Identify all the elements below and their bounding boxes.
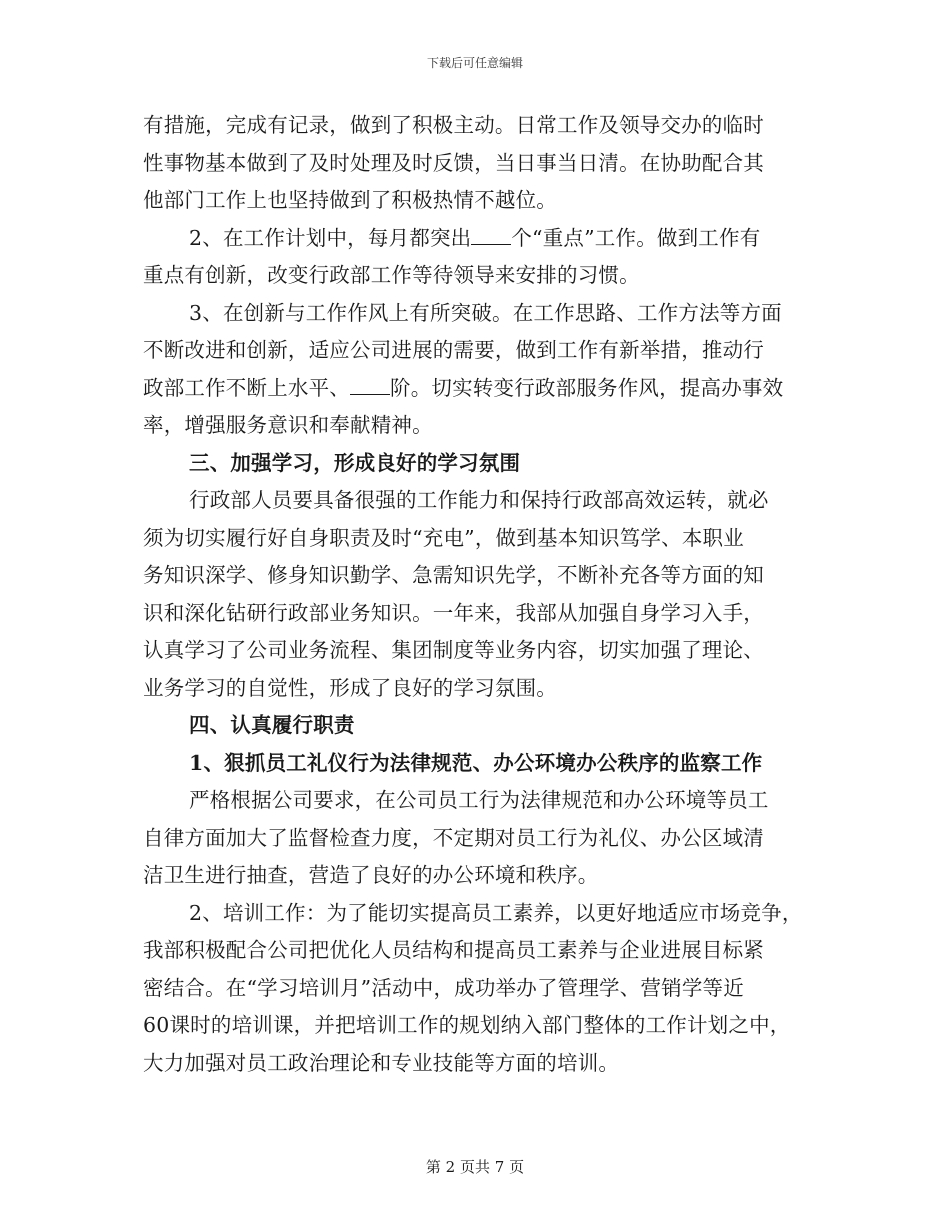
- paragraph-line: 2、培训工作：为了能切实提高员工素养，以更好地适应市场竞争，: [189, 900, 803, 925]
- paragraph-line: 重点有创新，改变行政部工作等待领导来安排的习惯。: [143, 263, 640, 287]
- paragraph-line-with-blank: [143, 220, 813, 258]
- line-text-after-blank: 个“重点”工作。做到工作有: [511, 225, 761, 250]
- paragraph-line: 洁卫生进行抽查，营造了良好的办公环境和秩序。: [143, 863, 599, 887]
- paragraph-line: 密结合。在“学习培训月”活动中，成功举办了管理学、营销学等近: [143, 975, 744, 1000]
- line-text-after-blank: 阶。切实转变行政部服务作风，提高办事效: [390, 375, 784, 400]
- paragraph-line: 率，增强服务意识和奉献精神。: [143, 413, 433, 437]
- paragraph-line: 严格根据公司要求，在公司员工行为法律规范和办公环境等员工: [189, 788, 769, 812]
- subsection-heading: 1、狠抓员工礼仪行为法律规范、办公环境办公秩序的监察工作: [189, 750, 763, 775]
- paragraph-line-with-blank: [143, 370, 813, 408]
- line-text-before-blank: 政部工作不断上水平、: [143, 375, 350, 400]
- fill-in-blank: [471, 222, 511, 245]
- paragraph-line: 务知识深学、修身知识勤学、急需知识先学，不断补充各等方面的知: [143, 563, 764, 587]
- paragraph-line: 认真学习了公司业务流程、集团制度等业务内容，切实加强了理论、: [143, 638, 764, 662]
- document-body: [143, 107, 813, 1082]
- paragraph-line: 我部积极配合公司把优化人员结构和提高员工素养与企业进展目标紧: [143, 938, 764, 962]
- page-footer: 第 2 页共 7 页: [425, 1158, 525, 1176]
- fill-in-blank: [350, 372, 390, 395]
- section-heading: 三、加强学习，形成良好的学习氛围: [189, 450, 521, 475]
- paragraph-line: 自律方面加大了监督检查力度，不定期对员工行为礼仪、办公区域清: [143, 825, 764, 850]
- line-text-before-blank: 2、在工作计划中，每月都突出: [189, 225, 472, 250]
- paragraph-line: 60课时的培训课，并把培训工作的规划纳入部门整体的工作计划之中，: [143, 1013, 791, 1037]
- paragraph-line: 行政部人员要具备很强的工作能力和保持行政部高效运转，就必: [189, 488, 769, 512]
- paragraph-line: 有措施，完成有记录，做到了积极主动。日常工作及领导交办的临时: [143, 113, 764, 137]
- page-header: 下载后可任意编辑: [426, 56, 523, 70]
- paragraph-line: 性事物基本做到了及时处理及时反馈，当日事当日清。在协助配合其: [143, 150, 764, 175]
- paragraph-line: 3、在创新与工作作风上有所突破。在工作思路、工作方法等方面: [189, 300, 782, 325]
- paragraph-line: 须为切实履行好自身职责及时“充电”，做到基本知识笃学、本职业: [143, 525, 744, 550]
- paragraph-line: 不断改进和创新，适应公司进展的需要，做到工作有新举措，推动行: [143, 338, 764, 362]
- paragraph-line: 大力加强对员工政治理论和专业技能等方面的培训。: [143, 1050, 620, 1075]
- section-heading: 四、认真履行职责: [189, 713, 355, 737]
- paragraph-line: 识和深化钻研行政部业务知识。一年来，我部从加强自身学习入手，: [143, 600, 764, 625]
- paragraph-line: 他部门工作上也坚持做到了积极热情不越位。: [143, 188, 557, 212]
- paragraph-line: 业务学习的自觉性，形成了良好的学习氛围。: [143, 675, 557, 700]
